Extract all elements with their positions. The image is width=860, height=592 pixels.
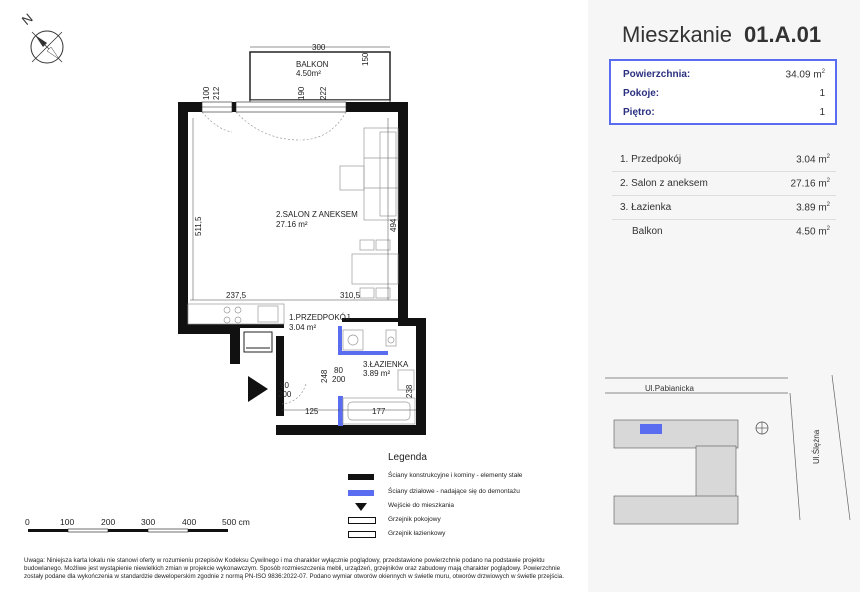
dim-238: 238 — [405, 384, 414, 398]
compass-mini-icon — [756, 422, 768, 434]
dim-3105: 310,5 — [340, 291, 361, 300]
lazienka-name: 3.ŁAZIENKA — [363, 360, 409, 369]
scale-tick-100: 100 — [60, 517, 75, 527]
info-row-area: Powierzchnia: 34.09 $m^2$ — [623, 69, 825, 81]
radiator — [244, 332, 272, 352]
scale-tick-300: 300 — [141, 517, 156, 527]
dim-248: 248 — [320, 369, 329, 383]
salon-area: 27.16 m² — [276, 220, 308, 229]
dim-200a: 200 — [332, 375, 346, 384]
disclaimer-note: Uwaga: Niniejsza karta lokalu nie stanowi oferty w rozumieniu przepisów Kodeksu Cywilnego i ma charakter wyłącznie poglądowy, przedstawione powierzchnie podano na podstawie projektu budowlanego. Możliwe jest wystąpienie niewielkich zmian w projekcie wykonawczym. Sposób rozmieszczenia mebli, urządzeń, grzejników oraz zabudowy mają charakter poglądowy. Powierzchnie zostały podane dla wykończenia w standardzie deweloperskim zgodnie z normą PN-ISO 9836:2022-07. Podano wymiar otworów okiennych w świetle muru, otworów drzwiowych w świetle przejścia. — [24, 557, 564, 580]
compass-label: N — [18, 10, 36, 28]
dim-100: 100 — [202, 86, 211, 100]
street-right: Ul.Ślężna — [812, 429, 821, 464]
compass-icon — [31, 31, 63, 63]
street-top: Ul.Pabianicka — [645, 384, 694, 393]
dim-212: 212 — [212, 86, 221, 100]
balkon-area: 4.50m² — [296, 69, 321, 78]
dim-222: 222 — [319, 86, 328, 100]
dim-300: 300 — [312, 43, 326, 52]
dim-80: 80 — [334, 366, 343, 375]
dim-5115: 511,5 — [194, 216, 203, 236]
dim-125: 125 — [305, 407, 319, 416]
dim-494: 494 — [389, 218, 398, 232]
scale-tick-500: 500 cm — [222, 517, 250, 527]
dim-90: 90 — [280, 381, 289, 390]
przedpokoj-area: 3.04 m² — [289, 323, 317, 332]
door-swings — [202, 112, 346, 404]
apartment-code: 01.A.01 — [744, 22, 822, 47]
bath-radiator-icon — [348, 531, 376, 538]
entrance-icon — [355, 503, 367, 511]
radiator-icon — [348, 517, 376, 524]
list-item: 2. Salon z aneksem 27.16 $m^2$ — [612, 172, 836, 196]
balkon-name: BALKON — [296, 60, 329, 69]
dim-177: 177 — [372, 407, 386, 416]
entrance-marker — [248, 376, 268, 402]
dim-200b: 200 — [278, 390, 292, 399]
kitchen-counter — [188, 304, 284, 324]
scale-tick-400: 400 — [182, 517, 197, 527]
legend-swatch-partition — [348, 490, 374, 496]
list-item: 1. Przedpokój 3.04 $m^2$ — [612, 148, 836, 172]
unit-location-marker — [640, 424, 662, 434]
list-item: 3. Łazienka 3.89 $m^2$ — [612, 196, 836, 220]
structural-walls — [178, 102, 426, 435]
apartment-title — [622, 22, 821, 48]
legend-title: Legenda — [388, 452, 427, 463]
info-row-floor: Piętro: 1 — [623, 107, 825, 118]
apartment-label: Mieszkanie — [622, 22, 733, 47]
dining-table — [352, 240, 398, 298]
sofa — [340, 128, 398, 220]
scale-bar — [28, 529, 228, 532]
window — [202, 102, 346, 112]
legend-swatch-structural — [348, 474, 374, 480]
scale-tick-0: 0 — [25, 517, 30, 527]
przedpokoj-name: 1.PRZEDPOKÓJ — [289, 313, 350, 322]
dim-190: 190 — [297, 86, 306, 100]
rooms-list — [612, 148, 836, 243]
dim-150: 150 — [361, 52, 370, 66]
info-row-rooms: Pokoje: 1 — [623, 88, 825, 99]
lazienka-area: 3.89 m² — [363, 369, 391, 378]
dim-2375: 237,5 — [226, 291, 247, 300]
salon-name: 2.SALON Z ANEKSEM — [276, 210, 358, 219]
list-item: Balkon 4.50 $m^2$ — [632, 226, 830, 238]
scale-tick-200: 200 — [101, 517, 116, 527]
summary-box — [609, 59, 837, 125]
